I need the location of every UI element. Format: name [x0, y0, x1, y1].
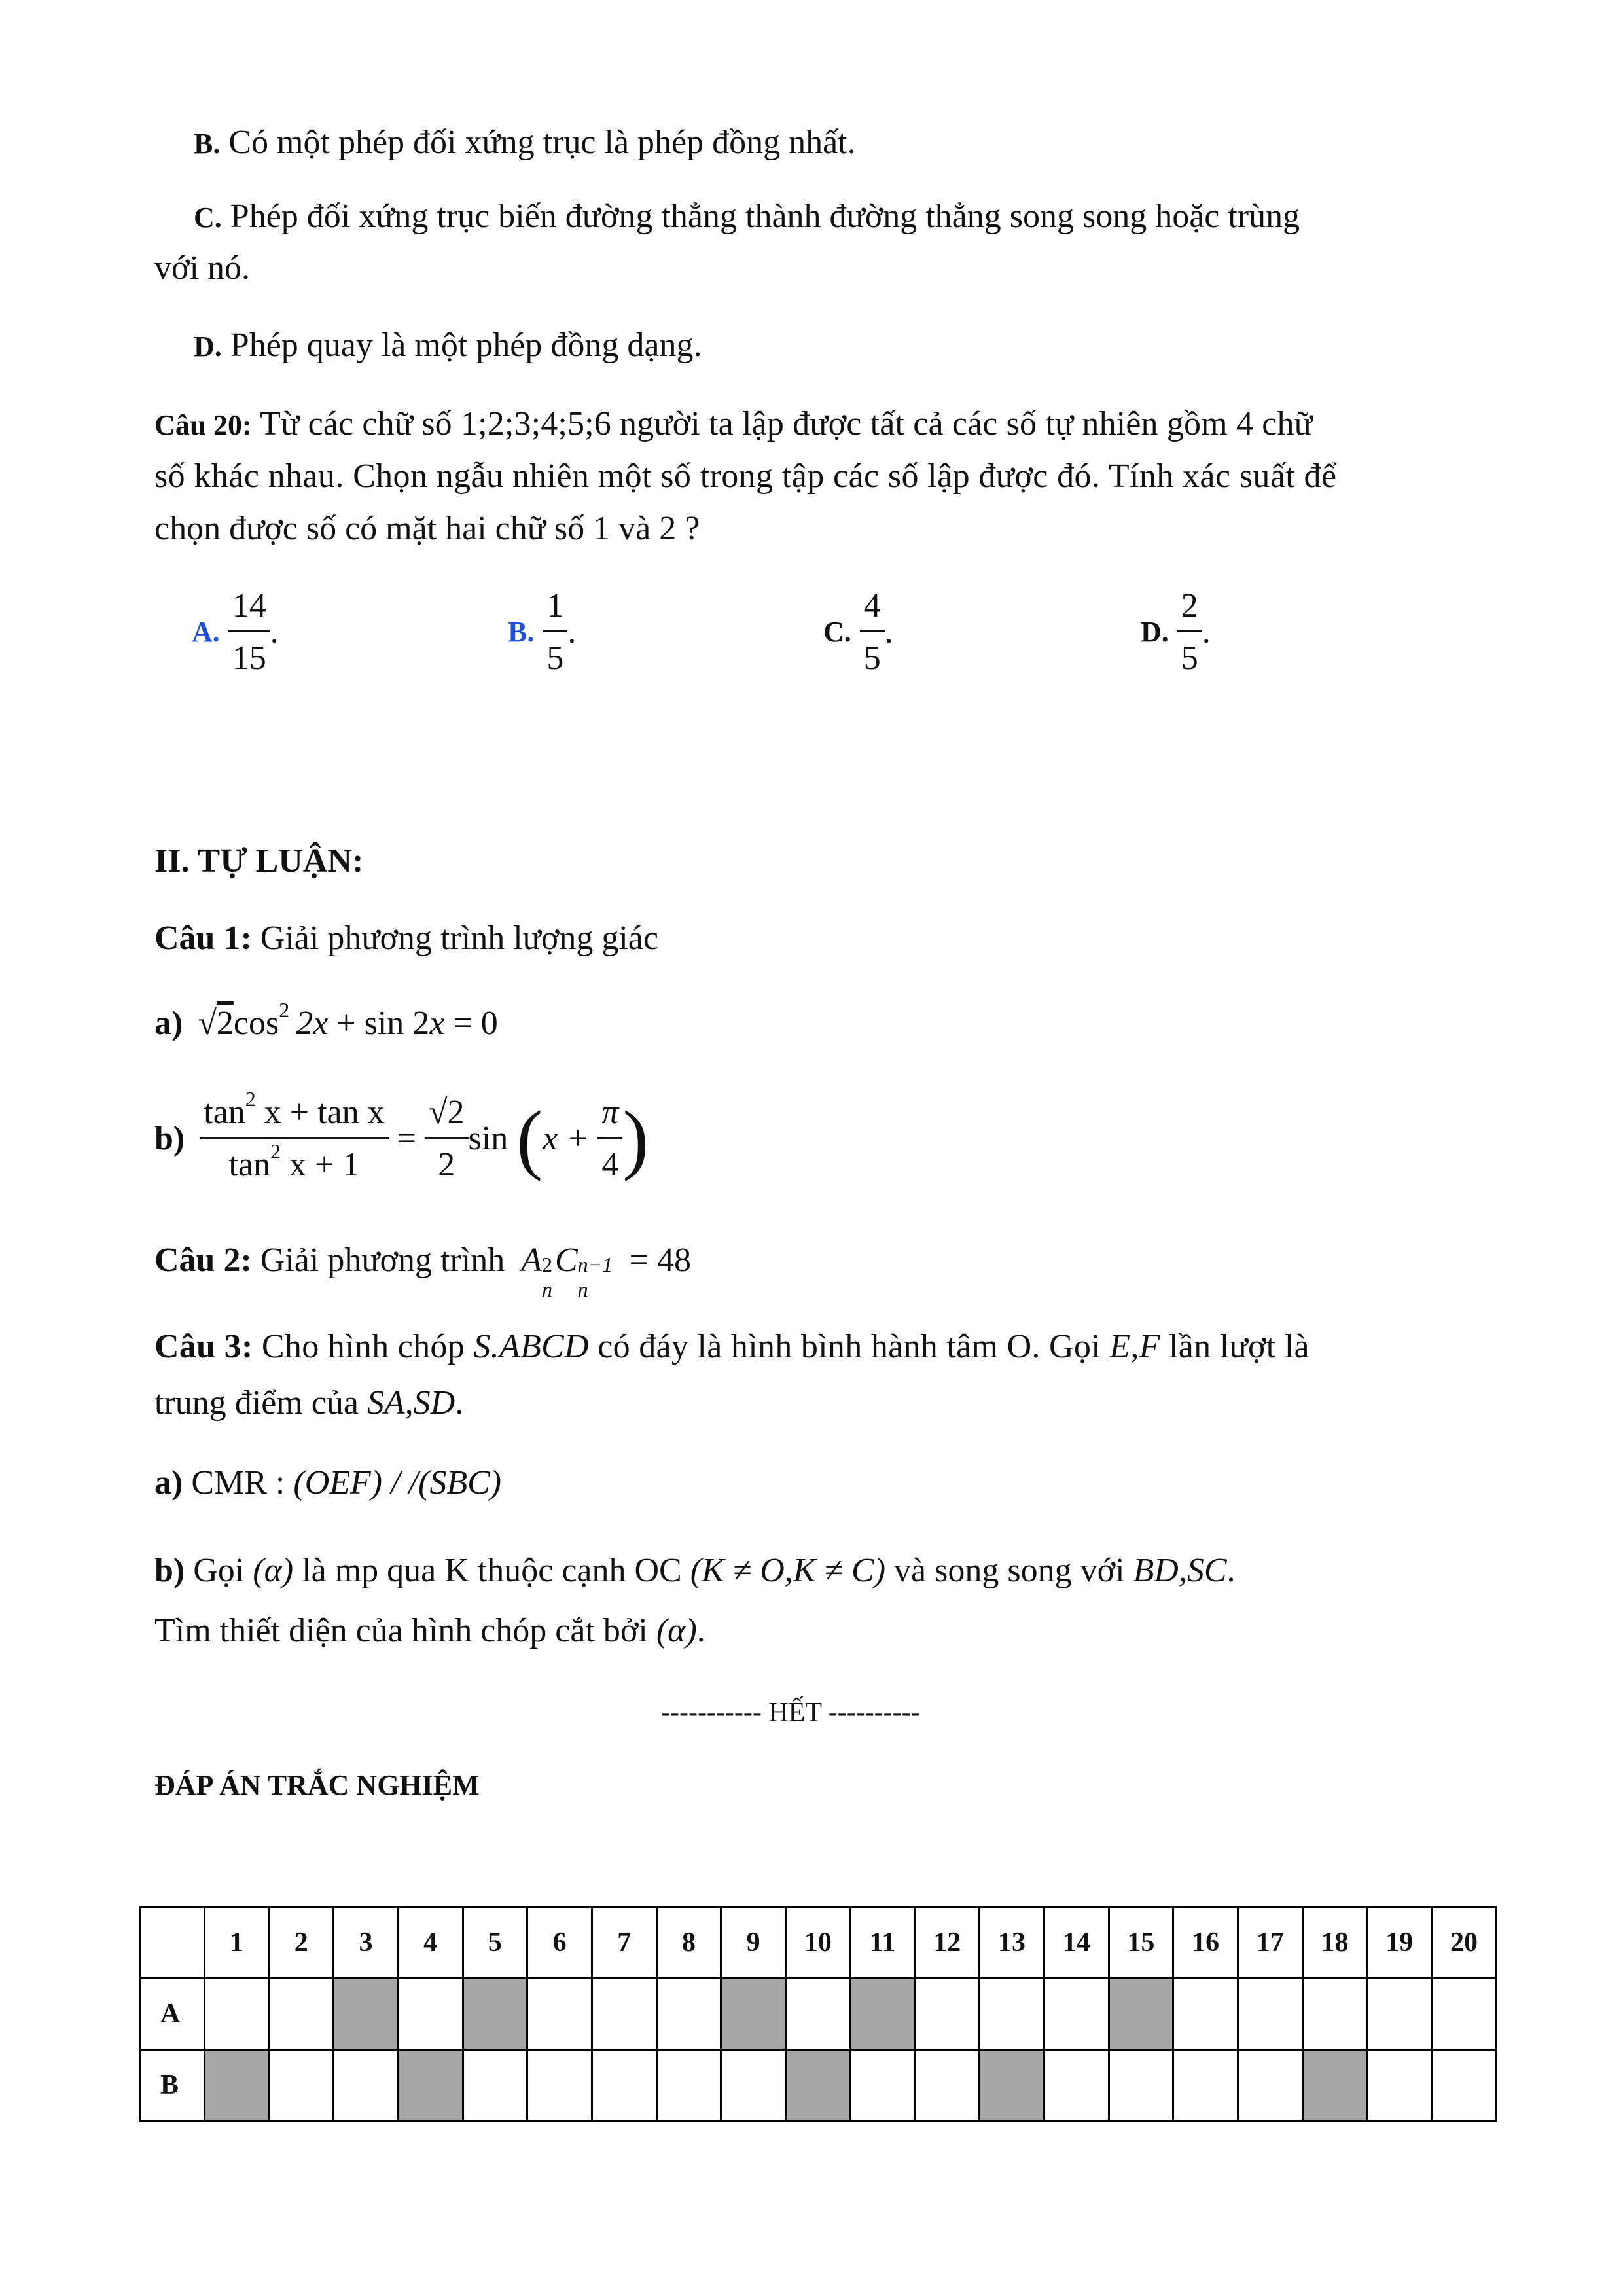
answer-cell [1432, 1979, 1497, 2050]
answer-cell [1238, 2050, 1302, 2121]
row-label-cell: A [140, 1979, 205, 2050]
q20-line1: Câu 20: Từ các chữ số 1;2;3;4;5;6 người ta lập được tất cả các số tự nhiên gồm 4 chữ [154, 405, 1313, 442]
column-header-cell: 20 [1432, 1907, 1497, 1979]
answer-cell-marked [1302, 2050, 1367, 2121]
answer-cell [398, 1979, 463, 2050]
answer-cell [1367, 1979, 1432, 2050]
fraction: $\frac{2}{5}$ [1177, 586, 1202, 677]
answer-cell [527, 1979, 592, 2050]
answer-cell [656, 2050, 721, 2121]
table-row [140, 1979, 1497, 2050]
essay-q3-line1: Câu 3: Cho hình chóp S.ABCD có đáy là hình bình hành tâm O. Gọi E,F lần lượt là [154, 1328, 1310, 1365]
column-header-cell: 4 [398, 1907, 463, 1979]
answer-cell [1238, 1979, 1302, 2050]
answer-cell [334, 2050, 399, 2121]
answer-cell [1432, 2050, 1497, 2121]
essay-q3b-line1: b) Gọi (α) là mp qua K thuộc cạnh OC (K ≠ O,K ≠ C) và song song với BD,SC. [154, 1552, 1236, 1589]
fraction: $\frac{14}{15}$ [228, 586, 270, 677]
answer-key-title: ĐÁP ÁN TRẮC NGHIỆM [154, 1769, 480, 1801]
row-label-cell: B [140, 2050, 205, 2121]
essay-q1a: a) $√2\cos^2$ 2x + sin 2x = 0 [154, 998, 498, 1042]
fraction: $\frac{4}{5}$ [860, 586, 885, 677]
q20-answer-c: C. $\frac{4}{5}$ . [823, 587, 893, 677]
column-header-cell: 19 [1367, 1907, 1432, 1979]
answer-cell-marked [721, 1979, 786, 2050]
answer-cell-marked [398, 2050, 463, 2121]
column-header-cell: 18 [1302, 1907, 1367, 1979]
answer-cell [269, 2050, 334, 2121]
rhs-fraction: $\frac{√2}{2}$ [425, 1093, 469, 1184]
q19-option-b: B. Có một phép đối xứng trục là phép đồng nhất. [194, 124, 856, 161]
essay-q3b-line2: Tìm thiết diện của hình chóp cắt bởi (α). [154, 1612, 705, 1649]
essay-q2: Câu 2: Giải phương trình A 2 n C n−1 n = 48 [154, 1242, 691, 1301]
answer-cell-marked [980, 2050, 1044, 2121]
essay-q3-line2: trung điểm của SA,SD. [154, 1384, 464, 1422]
answer-cell [1367, 2050, 1432, 2121]
column-header-cell: 6 [527, 1907, 592, 1979]
end-mark: ----------- HẾT ---------- [661, 1698, 920, 1728]
answer-cell [656, 1979, 721, 2050]
answer-key-table [139, 1906, 1497, 2122]
column-header-cell: 13 [980, 1907, 1044, 1979]
table-corner-cell [140, 1907, 205, 1979]
answer-cell [850, 2050, 915, 2121]
column-header-cell: 1 [204, 1907, 269, 1979]
q20-label: Câu 20: [154, 409, 252, 441]
answer-cell [1109, 2050, 1173, 2121]
q20-line3: chọn được số có mặt hai chữ số 1 và 2 ? [154, 510, 700, 547]
answer-cell-marked [1109, 1979, 1173, 2050]
section-heading: II. TỰ LUẬN: [154, 842, 364, 880]
q20-line2: số khác nhau. Chọn ngẫu nhiên một số trong tập các số lập được đó. Tính xác suất để [154, 457, 1337, 495]
essay-q1b: b) $\frac{\tan^2 x + \tan x}{\tan^2 x + 1}$ = $\frac{√2}{2}$ sin (x + $\frac{\pi}{4}$ ) [154, 1087, 649, 1183]
answer-cell-marked [463, 1979, 527, 2050]
q19-option-c: C. Phép đối xứng trục biến đường thẳng thành đường thẳng song song hoặc trùng [194, 198, 1300, 235]
answer-cell [1302, 1979, 1367, 2050]
column-header-cell: 2 [269, 1907, 334, 1979]
q20-answer-b: B. $\frac{1}{5}$ . [508, 587, 577, 677]
column-header-cell: 3 [334, 1907, 399, 1979]
answer-cell [1173, 1979, 1238, 2050]
answer-cell [1173, 2050, 1238, 2121]
answer-cell [980, 1979, 1044, 2050]
answer-cell [527, 2050, 592, 2121]
answer-cell-marked [850, 1979, 915, 2050]
answer-cell [915, 2050, 980, 2121]
column-header-cell: 11 [850, 1907, 915, 1979]
answer-cell-marked [334, 1979, 399, 2050]
column-header-cell: 12 [915, 1907, 980, 1979]
q19-option-d: D. Phép quay là một phép đồng dạng. [194, 327, 702, 364]
fraction: $\frac{1}{5}$ [543, 586, 567, 677]
column-header-cell: 14 [1044, 1907, 1109, 1979]
answer-cell [786, 1979, 851, 2050]
answer-cell-marked [786, 2050, 851, 2121]
q20-answer-d: D. $\frac{2}{5}$ . [1141, 587, 1211, 677]
answer-cell [1044, 2050, 1109, 2121]
lhs-fraction: $\frac{\tan^2 x + \tan x}{\tan^2 x + 1}$ [200, 1093, 388, 1184]
pi-fraction: $\frac{\pi}{4}$ [597, 1093, 622, 1184]
column-header-cell: 8 [656, 1907, 721, 1979]
answer-cell [592, 2050, 656, 2121]
column-header-cell: 7 [592, 1907, 656, 1979]
q20-answer-a: A. $\frac{14}{15}$ . [192, 587, 279, 677]
answer-cell [463, 2050, 527, 2121]
column-header-cell: 17 [1238, 1907, 1302, 1979]
table-header-row [140, 1907, 1497, 1979]
answer-cell [1044, 1979, 1109, 2050]
column-header-cell: 16 [1173, 1907, 1238, 1979]
answer-cell [269, 1979, 334, 2050]
essay-q3a: a) CMR : (OEF) / /(SBC) [154, 1464, 502, 1501]
answer-cell [721, 2050, 786, 2121]
column-header-cell: 10 [786, 1907, 851, 1979]
essay-q1: Câu 1: Giải phương trình lượng giác [154, 920, 658, 957]
answer-cell [204, 1979, 269, 2050]
answer-cell [592, 1979, 656, 2050]
answer-cell [915, 1979, 980, 2050]
answer-cell-marked [204, 2050, 269, 2121]
column-header-cell: 15 [1109, 1907, 1173, 1979]
table-row [140, 2050, 1497, 2121]
column-header-cell: 5 [463, 1907, 527, 1979]
column-header-cell: 9 [721, 1907, 786, 1979]
q19-option-c-cont: với nó. [154, 249, 250, 287]
